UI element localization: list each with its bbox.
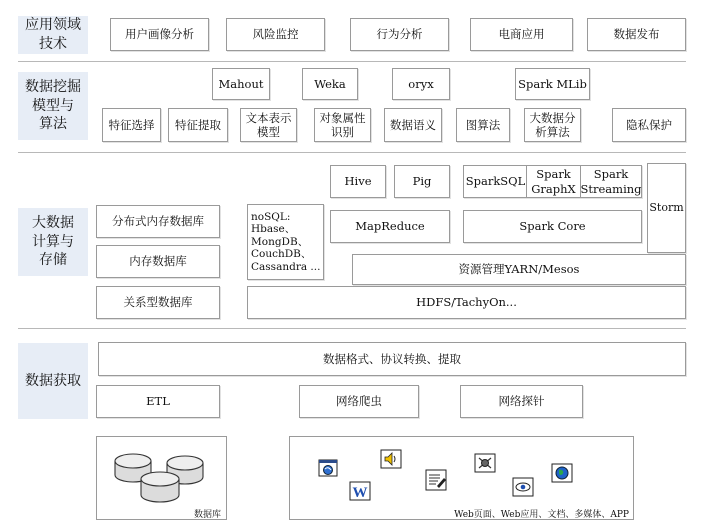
algo-feature-extraction: 特征提取 bbox=[168, 108, 228, 142]
web-page-icon bbox=[318, 459, 338, 477]
layer-label-application: 应用领域 技术 bbox=[18, 16, 88, 54]
algo-graph: 图算法 bbox=[456, 108, 510, 142]
hive-box: Hive bbox=[330, 165, 386, 198]
spark-streaming-box: Spark Streaming bbox=[580, 165, 642, 198]
algo-object-attribute: 对象属性 识别 bbox=[314, 108, 371, 142]
web-sources-panel bbox=[289, 436, 634, 520]
tool-spark-mlib: Spark MLib bbox=[515, 68, 590, 100]
network-app-icon bbox=[474, 453, 496, 473]
spark-graphx-box: Spark GraphX bbox=[526, 165, 581, 198]
probe-box: 网络探针 bbox=[460, 385, 583, 418]
app-risk-monitoring: 风险监控 bbox=[226, 18, 325, 51]
storm-box: Storm bbox=[647, 163, 686, 253]
mapreduce-box: MapReduce bbox=[330, 210, 450, 243]
layer-label-acquisition: 数据获取 bbox=[18, 343, 88, 419]
relational-db: 关系型数据库 bbox=[96, 286, 220, 319]
database-panel bbox=[96, 436, 227, 520]
edit-document-icon bbox=[425, 469, 447, 491]
algo-bigdata-analysis: 大数据分 析算法 bbox=[524, 108, 581, 142]
nosql-box: noSQL: Hbase、 MongDB、 CouchDB、 Cassandra ... bbox=[247, 204, 324, 280]
app-data-publishing: 数据发布 bbox=[587, 18, 686, 51]
svg-text:W: W bbox=[352, 485, 368, 501]
tool-oryx: oryx bbox=[392, 68, 450, 100]
app-ecommerce: 电商应用 bbox=[470, 18, 573, 51]
separator-1 bbox=[18, 61, 686, 62]
crawler-box: 网络爬虫 bbox=[299, 385, 419, 418]
database-caption: 数据库 bbox=[194, 510, 222, 520]
separator-3 bbox=[18, 328, 686, 329]
multimedia-icon bbox=[512, 477, 534, 497]
hdfs-box: HDFS/TachyOn... bbox=[247, 286, 686, 319]
database-cylinders-icon bbox=[107, 445, 217, 515]
tool-mahout: Mahout bbox=[212, 68, 270, 100]
etl-box: ETL bbox=[96, 385, 220, 418]
memory-db: 内存数据库 bbox=[96, 245, 220, 278]
algo-data-semantics: 数据语义 bbox=[384, 108, 442, 142]
layer-label-compute: 大数据 计算与 存储 bbox=[18, 208, 88, 276]
algo-text-representation: 文本表示 模型 bbox=[240, 108, 297, 142]
pig-box: Pig bbox=[394, 165, 450, 198]
word-document-icon bbox=[349, 481, 371, 501]
app-globe-icon bbox=[551, 463, 573, 483]
tool-weka: Weka bbox=[302, 68, 358, 100]
algo-privacy: 隐私保护 bbox=[612, 108, 686, 142]
yarn-box: 资源管理YARN/Mesos bbox=[352, 254, 686, 285]
algo-feature-selection: 特征选择 bbox=[102, 108, 161, 142]
spark-core-box: Spark Core bbox=[463, 210, 642, 243]
sparksql-box: SparkSQL bbox=[463, 165, 528, 198]
audio-icon bbox=[380, 449, 402, 469]
app-behavior-analysis: 行为分析 bbox=[350, 18, 449, 51]
format-conversion-box: 数据格式、协议转换、提取 bbox=[98, 342, 686, 376]
layer-label-mining: 数据挖掘 模型与 算法 bbox=[18, 72, 88, 140]
web-sources-caption: Web页面、Web应用、文档、多媒体、APP bbox=[454, 510, 629, 520]
distributed-memory-db: 分布式内存数据库 bbox=[96, 205, 220, 238]
separator-2 bbox=[18, 152, 686, 153]
app-user-profile: 用户画像分析 bbox=[110, 18, 209, 51]
